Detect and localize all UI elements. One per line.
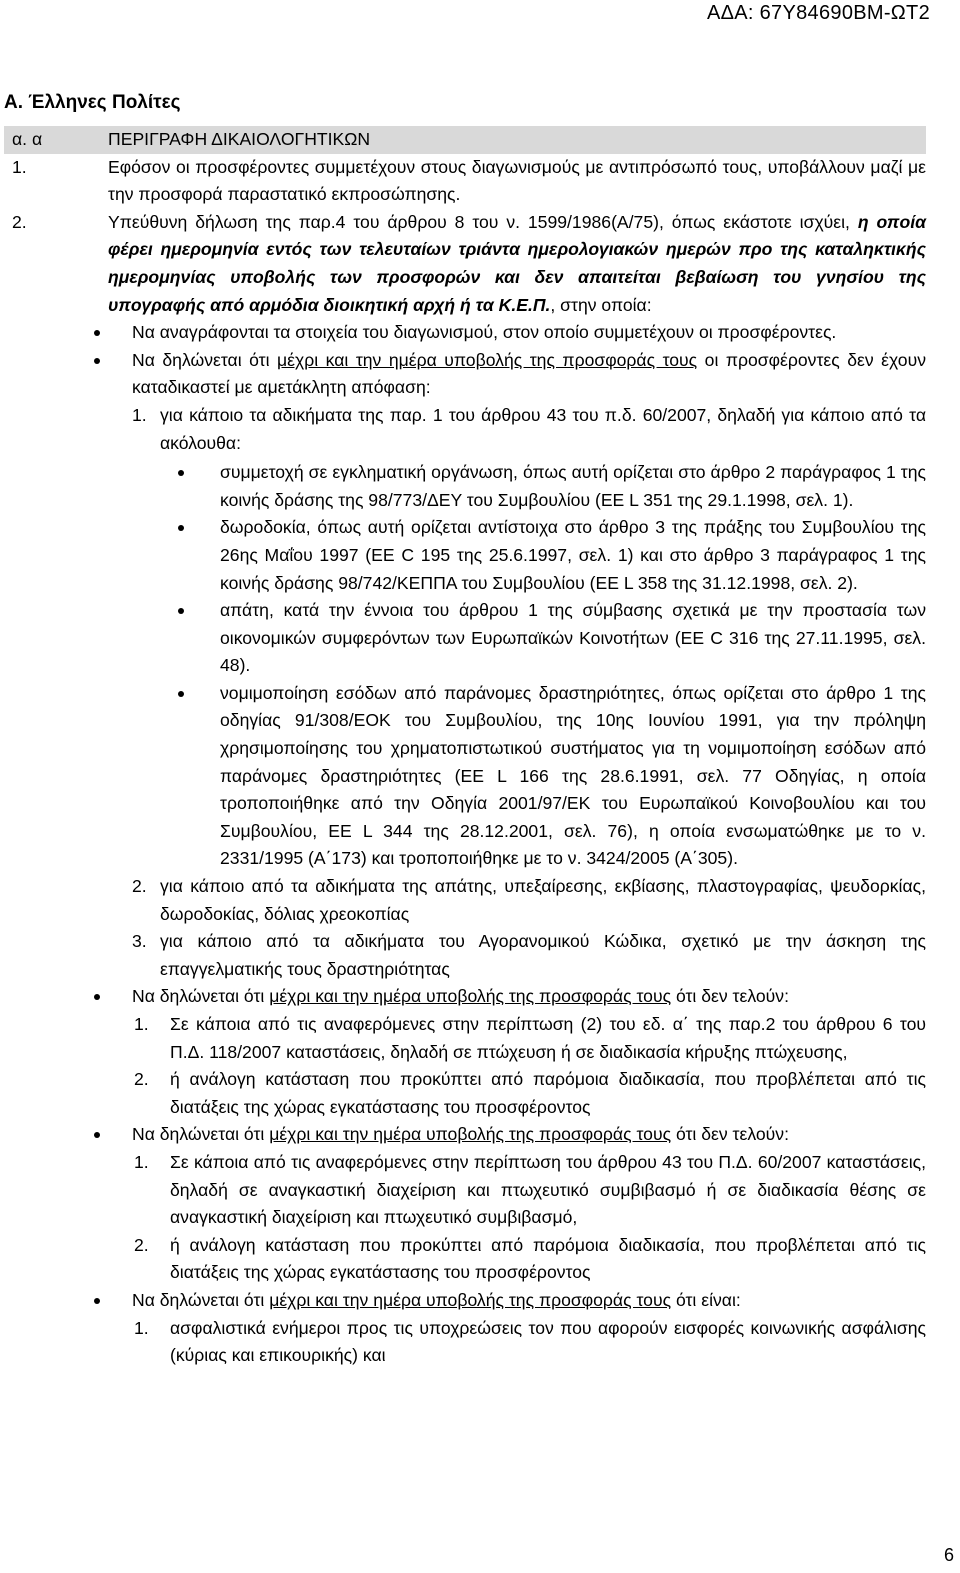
- crime-item-text: απάτη, κατά την έννοια του άρθρου 1 της σύμβασης σχετικά με την προστασία των οικονομικών συμφερόντων των Ευρωπαϊκών Κοινοτήτων (ΕΕ C 316 της 27.11.1995, σελ. 48).: [220, 600, 926, 676]
- crime-item: [164, 459, 926, 514]
- ada-code: ΑΔΑ: 67Υ84690ΒΜ-ΩΤ2: [706, 2, 930, 24]
- bullet-icon: [84, 347, 132, 402]
- b2-sub-2-text: για κάποιο από τα αδικήματα της απάτης, υπεξαίρεσης, εκβίασης, πλαστογραφίας, ψευδορκίας, δωροδοκίας, δόλιας χρεοκοπίας: [160, 876, 926, 924]
- bullet-2-text: [132, 347, 926, 402]
- bullet-5-text: [132, 1287, 926, 1315]
- b3-sub-2-text: ή ανάλογη κατάσταση που προκύπτει από παρόμοια διαδικασία, που προβλέπεται από τις διατάξεις της χώρας εγκατάστασης του προσφέροντος: [170, 1069, 926, 1117]
- bullet-4: [84, 1121, 926, 1149]
- b5-post: ότι είναι:: [671, 1289, 741, 1310]
- b5-sub-1: [134, 1315, 926, 1370]
- b4-sub-2-text: ή ανάλογη κατάσταση που προκύπτει από παρόμοια διαδικασία, που προβλέπεται από τις διατάξεις της χώρας εγκατάστασης του προσφέροντος: [170, 1234, 926, 1283]
- crime-item: [164, 680, 926, 873]
- b2-sub-1: [132, 402, 926, 457]
- b5-pre: Να δηλώνεται ότι: [132, 1289, 270, 1310]
- b2-pre: Να δηλώνεται ότι: [132, 349, 278, 370]
- bullet-1: [84, 319, 926, 347]
- b3-sub-2-num: 2.: [134, 1069, 149, 1090]
- item-2: [4, 209, 926, 319]
- b4-sub-2-num: 2.: [134, 1234, 149, 1255]
- bullet-5: [84, 1287, 926, 1315]
- bullet-icon: [84, 983, 132, 1011]
- bullet-icon: [84, 319, 132, 347]
- b2-underline: μέχρι και την ημέρα υποβολής της προσφοράς τους: [277, 349, 698, 370]
- b5-sub-1-text: ασφαλιστικά ενήμεροι προς τις υποχρεώσεις τον που αφορούν εισφορές κοινωνικής ασφάλισης (κύριας και επικουρικής) και: [170, 1317, 926, 1366]
- b4-post: ότι δεν τελούν:: [671, 1124, 789, 1145]
- item-2-text-b: η οποία φέρει ημερομηνία εντός των τελευταίων τριάντα ημερολογιακών ημερών προ της καταληκτικής ημερομηνίας υποβολής των προσφορών και δεν απαιτείται βεβαίωση του γνησίου της υπογραφής από αρμόδια διοικητική αρχή ή τα Κ.Ε.Π.: [108, 211, 927, 315]
- bullet-4-text: [132, 1121, 926, 1149]
- bullet-2: [84, 347, 926, 402]
- b3-sub-1-text: Σε κάποια από τις αναφερόμενες στην περίπτωση (2) του εδ. α΄ της παρ.2 του άρθρου 6 του Π.Δ. 118/2007 καταστάσεις, δηλαδή σε πτώχευση ή σε διαδικασία κήρυξης πτώχευσης,: [170, 1014, 926, 1062]
- bullet-icon: [84, 1121, 132, 1149]
- b3-post: ότι δεν τελούν:: [671, 986, 789, 1007]
- crime-item-text: δωροδοκία, όπως αυτή ορίζεται αντίστοιχα στο άρθρο 3 της πράξης του Συμβουλίου της 26ης Μαΐου 1997 (ΕΕ C 195 της 25.6.1997, σελ. 1) και στο άρθρο 3 παράγραφος 1 της κοινής δράσης 98/742/ΚΕΠΠΑ του Συμβουλίου (ΕΕ L 358 της 31.12.1998, σελ. 2).: [220, 517, 926, 593]
- b2-post: οι προσφέροντες δεν έχουν καταδικαστεί με αμετάκλητη απόφαση:: [132, 349, 926, 398]
- b5-sub-1-num: 1.: [134, 1317, 149, 1338]
- item-1: [4, 154, 926, 209]
- b4-underline: μέχρι και την ημέρα υποβολής της προσφοράς τους: [269, 1124, 672, 1145]
- b2-sub-3: [132, 928, 926, 983]
- bullet-icon: [164, 680, 220, 873]
- item-1-num: 1.: [12, 156, 27, 177]
- b2-sub-3-text: για κάποιο από τα αδικήματα του Αγορανομικού Κώδικα, σχετικό με την άσκηση της επαγγελματικής τους δραστηριότητας: [160, 931, 926, 979]
- header-num: α. α: [12, 129, 43, 149]
- item-2-text-c: , στην οποία:: [550, 294, 652, 315]
- page-number: 6: [943, 1545, 954, 1565]
- b4-sub-1-num: 1.: [134, 1151, 149, 1172]
- b3-sub-1-num: 1.: [134, 1014, 149, 1034]
- header-title: ΠΕΡΙΓΡΑΦΗ ΔΙΚΑΙΟΛΟΓΗΤΙΚΩΝ: [108, 129, 371, 149]
- table-header: [4, 126, 926, 154]
- bullet-icon: [164, 459, 220, 514]
- item-2-num: 2.: [12, 211, 27, 232]
- b2-sub-1-text: για κάποιο τα αδικήματα της παρ. 1 του άρθρου 43 του π.δ. 60/2007, δηλαδή για κάποιο από τα ακόλουθα:: [160, 404, 926, 453]
- crime-item-text: συμμετοχή σε εγκληματική οργάνωση, όπως αυτή ορίζεται στο άρθρο 2 παράγραφος 1 της κοινής δράσης της 98/773/ΔΕΥ του Συμβουλίου (ΕΕ L 351 της 29.1.1998, σελ. 1).: [220, 462, 926, 510]
- crime-item: [164, 514, 926, 597]
- item-2-text-a: Υπεύθυνη δήλωση της παρ.4 του άρθρου 8 του ν. 1599/1986(Α/75), όπως εκάστοτε ισχύει,: [108, 211, 858, 232]
- crime-item: [164, 597, 926, 680]
- crime-item-text: νομιμοποίηση εσόδων από παράνομες δραστηριότητες, όπως ορίζεται στο άρθρο 1 της οδηγίας 91/308/ΕΟΚ του Συμβουλίου, της 10ης Ιουνίου 1991, για την πρόληψη χρησιμοποίησης του χρηματοπιστωτικού συστήματος για τη νομιμοποίηση εσόδων από παράνομες δραστηριότητες (ΕΕ L 166 της 28.6.1991, σελ. 77 Οδηγίας, η οποία τροποποιήθηκε από την Οδηγία 2001/97/ΕΚ του Ευρωπαϊκού Κοινοβουλίου και του Συμβουλίου, ΕΕ L 344 της 28.12.2001, σελ. 76), η οποία ενσωματώθηκε με το ν. 2331/1995 (Α΄173) και τροποποιήθηκε με το ν. 3424/2005 (Α΄305).: [220, 682, 926, 869]
- document-body: [4, 126, 926, 1370]
- b2-sub-3-num: 3.: [132, 931, 147, 952]
- b3-sub-2: [134, 1066, 926, 1121]
- b5-underline: μέχρι και την ημέρα υποβολής της προσφοράς τους: [269, 1289, 672, 1310]
- bullet-3: [84, 983, 926, 1011]
- b3-sub-1: [134, 1011, 926, 1066]
- section-title: Α. Έλληνες Πολίτες: [4, 92, 181, 113]
- b2-sub-2: [132, 873, 926, 928]
- bullet-icon: [164, 514, 220, 597]
- b4-sub-1: [134, 1149, 926, 1232]
- b3-underline: μέχρι και την ημέρα υποβολής της προσφοράς τους: [269, 986, 672, 1007]
- b4-sub-1-text: Σε κάποια από τις αναφερόμενες στην περίπτωση του άρθρου 43 του Π.Δ. 60/2007 καταστάσεις, δηλαδή σε αναγκαστική διαχείριση και πτωχευτικό συμβιβασμό ή σε διαδικασία θέσης σε αναγκαστική διαχείριση και πτωχευτικό συμβιβασμό,: [170, 1151, 926, 1228]
- b3-pre: Να δηλώνεται ότι: [132, 986, 270, 1007]
- b2-sub-2-num: 2.: [132, 876, 147, 897]
- b4-sub-2: [134, 1232, 926, 1287]
- b4-pre: Να δηλώνεται ότι: [132, 1124, 270, 1145]
- item-2-text: [108, 209, 926, 319]
- b2-sub-1-num: 1.: [132, 404, 147, 425]
- bullet-3-text: [132, 983, 926, 1011]
- bullet-1-text: Να αναγράφονται τα στοιχεία του διαγωνισμού, στον οποίο συμμετέχουν οι προσφέροντες.: [132, 322, 837, 343]
- bullet-icon: [84, 1287, 132, 1315]
- item-1-text: Εφόσον οι προσφέροντες συμμετέχουν στους διαγωνισμούς με αντιπρόσωπό τους, υποβάλλουν μαζί με την προσφορά παραστατικό εκπροσώπησης.: [108, 156, 926, 205]
- bullet-icon: [164, 597, 220, 680]
